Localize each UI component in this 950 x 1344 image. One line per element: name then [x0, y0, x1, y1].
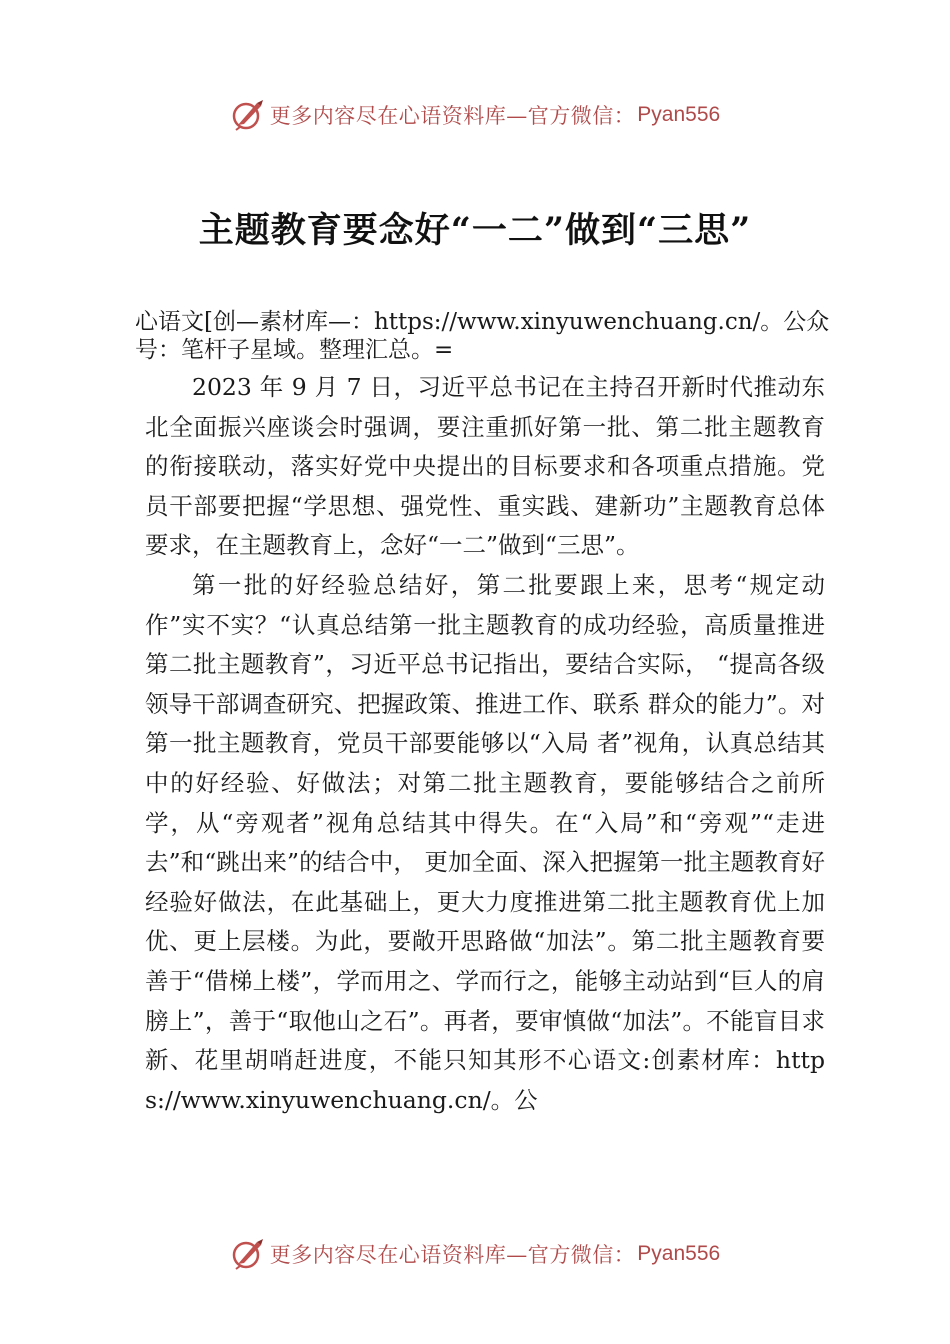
- banner-text: 更多内容尽在心语资料库—官方微信：: [269, 104, 636, 128]
- quill-pen-logo-icon: [230, 1236, 266, 1272]
- wechat-handle: Pyan556: [637, 1242, 721, 1265]
- paragraph-2: 第一批的好经验总结好，第二批要跟上来，思考“规定动作”实不实？“认真总结第一批主题教育的成功经验，高质量推进第二批主题教育”，习近平总书记指出，要结合实际， “提高各级领导干部调查研究、把握政策、推进工作、联系 群众的能力”。对第一批主题教育，党员干部要能够以“入局 者”视角，认真总结其中的好经验、好做法；对第二批主题教育，要能够结合之前所学，从“旁观者”视角总结其中得失。在“入局”和“旁观”“走进去”和“跳出来”的结合中， 更加全面、深入把握第一批主题教育好经验好做法，在此基础上，更大力度推进第二批主题教育优上加优、更上层楼。为此，要敞开思路做“加法”。第二批主题教育要善于“借梯上楼”，学而用之、学而行之，能够主动站到“巨人的肩膀上”，善于“取他山之石”。再者，要审慎做“加法”。不能盲目求 新、花里胡哨赶进度，不能只知其形不心语文:创素材库：https://www.xinyuwenchuang.cn/。公: [145, 570, 825, 1114]
- wechat-handle: Pyan556: [637, 103, 721, 126]
- paragraph-1: 2023 年 9 月 7 日，习近平总书记在主持召开新时代推动东北全面振兴座谈会时强调，要注重抓好第一批、第二批主题教育的衔接联动，落实好党中央提出的目标要求和各项重点措施。党员干部要把握“学思想、强党性、重实践、建新功”主题教育总体要求，在主题教育上，念好“一二”做到“三思”。: [145, 373, 825, 560]
- article-body: [145, 368, 825, 1120]
- source-note: 心语文[创—素材库—：https://www.xinyuwenchuang.cn/。公众号：笔杆子星域。整理汇总。=: [135, 309, 830, 363]
- quill-pen-logo-icon: [230, 97, 266, 133]
- header-banner: [0, 93, 950, 137]
- banner-text: 更多内容尽在心语资料库—官方微信：: [269, 1243, 636, 1267]
- article-title: 主题教育要念好“一二”做到“三思”: [198, 210, 752, 251]
- footer-banner: [0, 1232, 950, 1276]
